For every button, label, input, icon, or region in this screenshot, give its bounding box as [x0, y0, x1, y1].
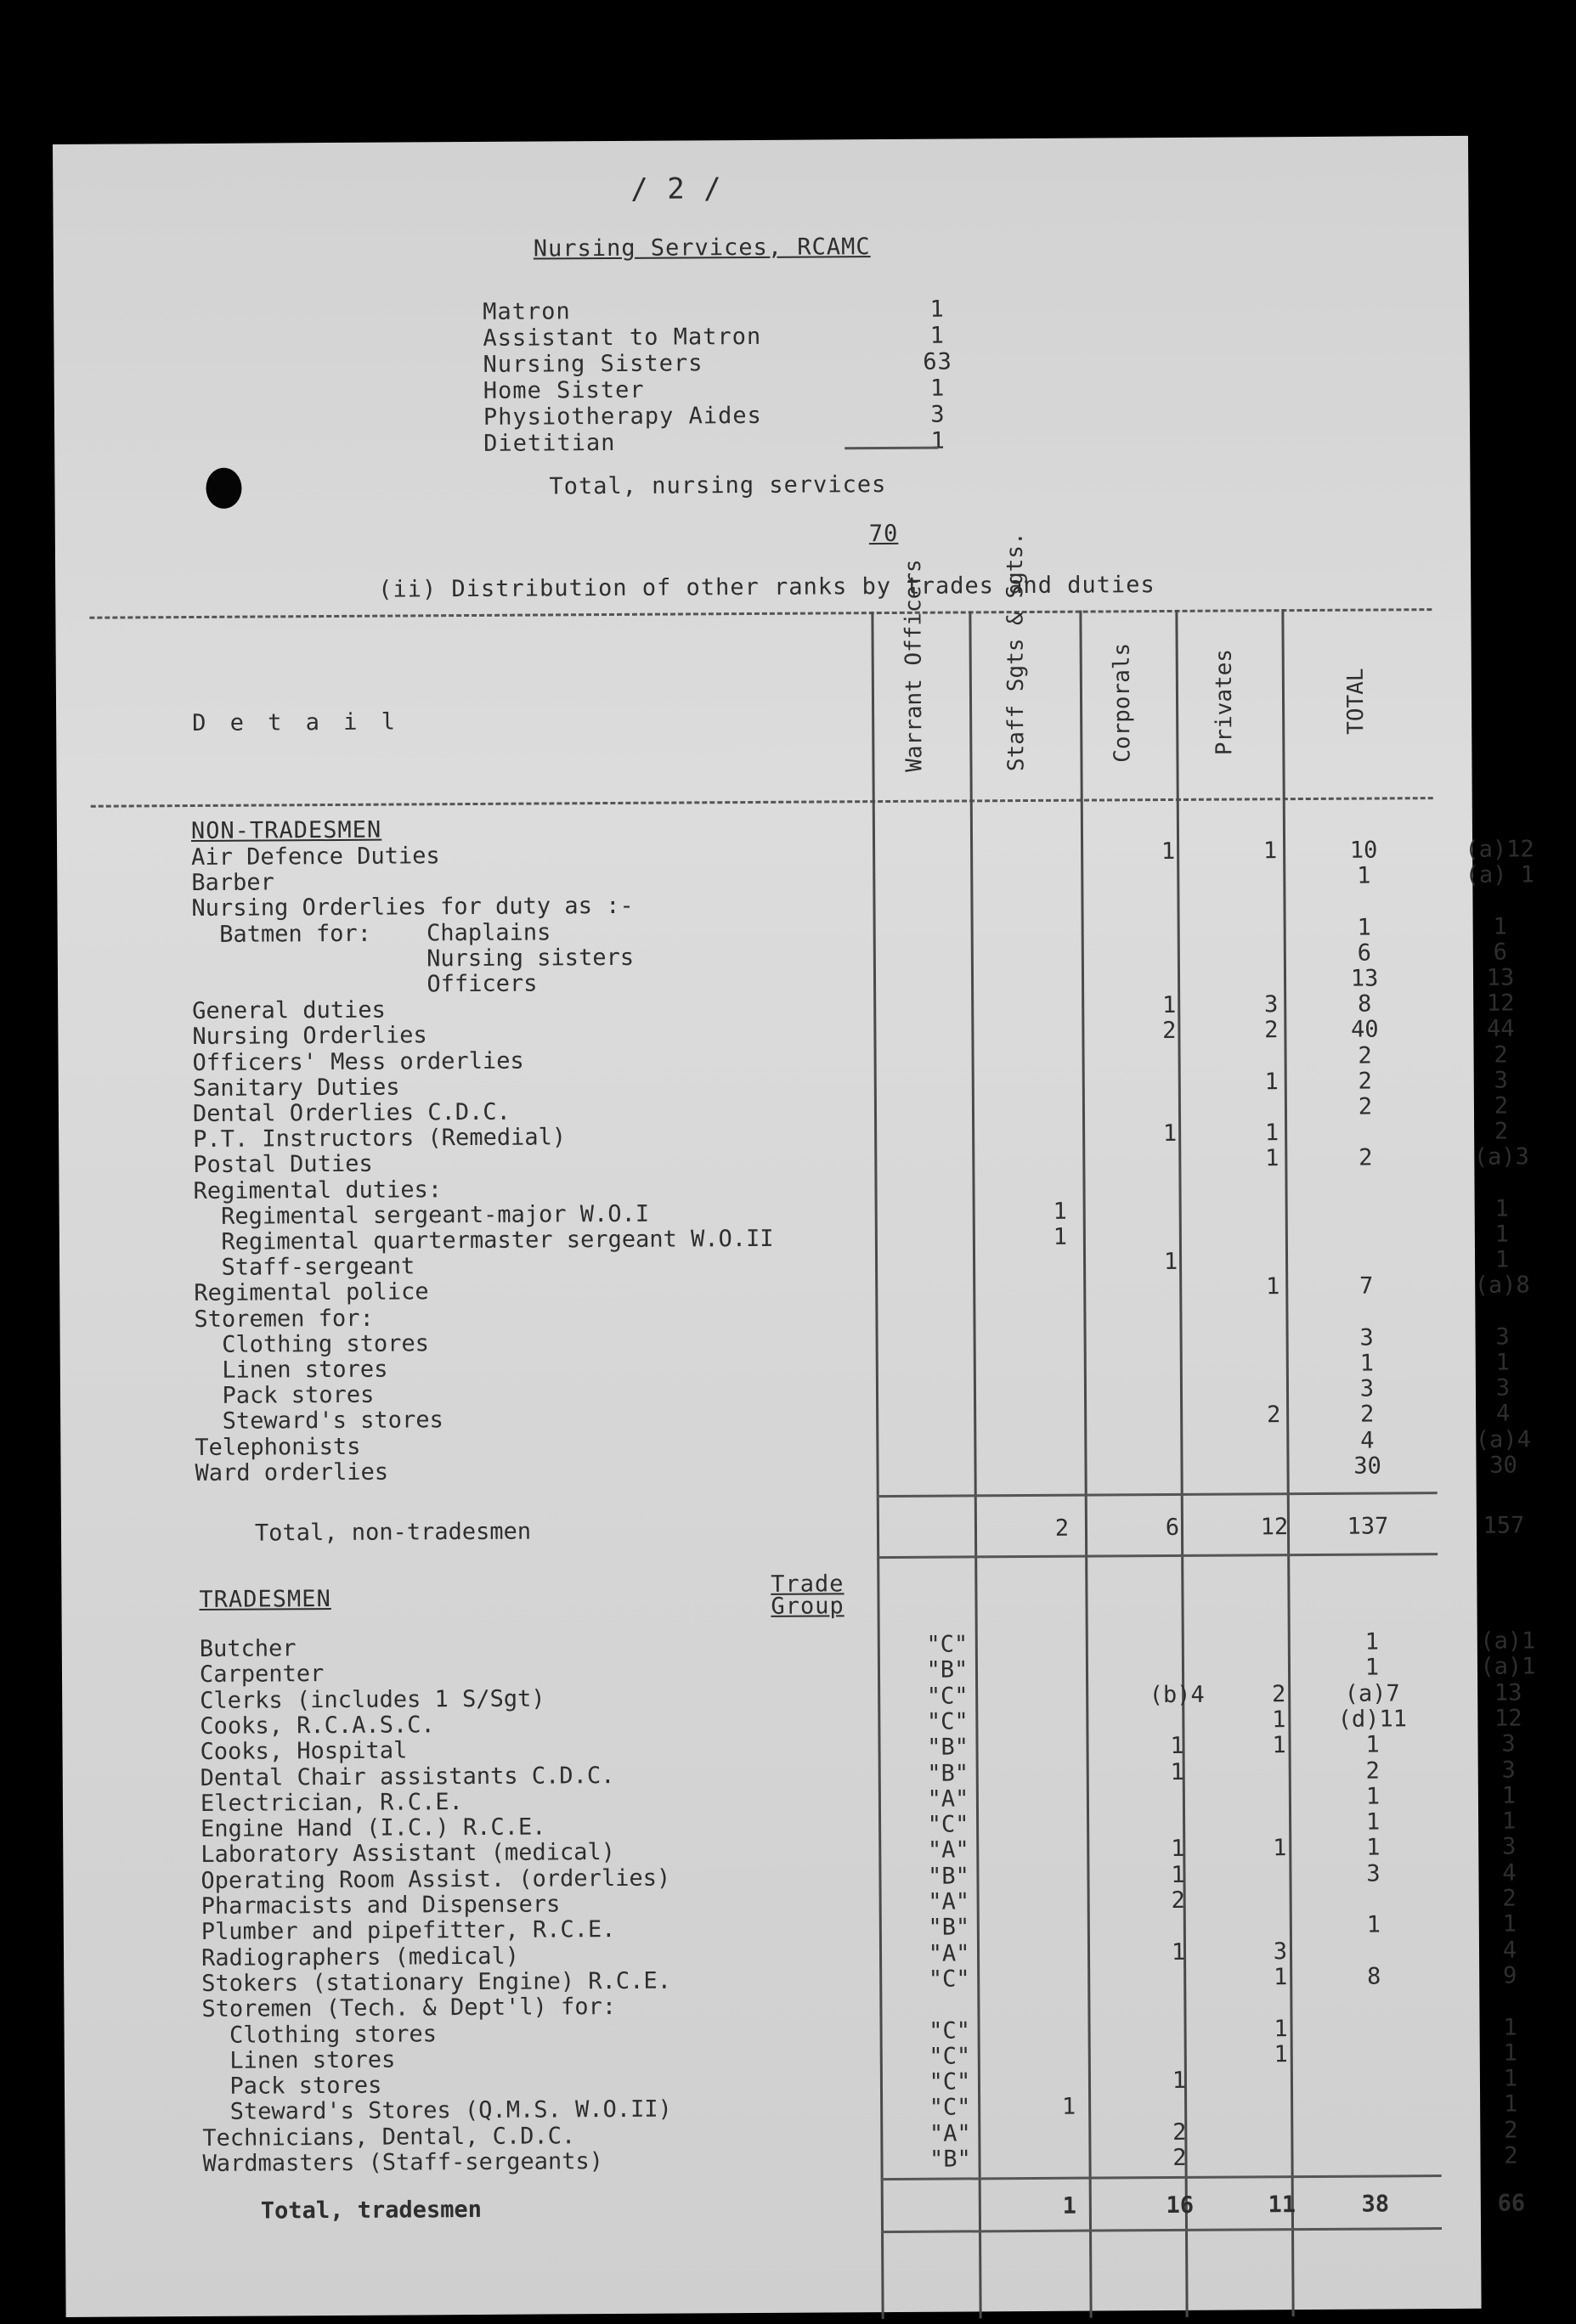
row-staff-sgts: [1140, 1991, 1217, 1992]
row-warrant-officers: 1: [1031, 1199, 1090, 1224]
row-staff-sgts: [1133, 1403, 1210, 1404]
row-corporals: [1233, 1044, 1309, 1045]
row-corporals: [1243, 2067, 1319, 2068]
row-privates: [1327, 1989, 1421, 1990]
row-label: Batmen for: Chaplains: [192, 920, 551, 948]
row-total: 4: [1445, 1860, 1573, 1887]
nursing-item-label: Assistant to Matron: [483, 324, 761, 352]
row-privates: 1: [1318, 915, 1411, 941]
row-label: Engine Hand (I.C.) R.C.E.: [201, 1815, 546, 1842]
row-privates: 10: [1317, 838, 1410, 864]
col-header-sgts: Staff Sgts & Sgts.: [1003, 635, 1030, 771]
row-corporals: 2: [1240, 1682, 1317, 1708]
row-trade-group: "C": [909, 1632, 986, 1658]
row-privates: [1319, 1248, 1413, 1249]
row-total: 3: [1439, 1375, 1567, 1402]
row-staff-sgts: 1: [1132, 1121, 1208, 1148]
row-label: Dental Chair assistants C.D.C.: [201, 1763, 615, 1791]
row-corporals: [1235, 1429, 1312, 1430]
row-privates: [1319, 1197, 1413, 1198]
nursing-item-value: 1: [912, 375, 963, 401]
document-page: [53, 136, 1482, 2317]
row-label: Telephonists: [195, 1434, 360, 1460]
row-staff-sgts: [1133, 1352, 1210, 1353]
row-label: Postal Duties: [193, 1152, 373, 1178]
row-total: 30: [1439, 1452, 1567, 1479]
row-trade-group: "C": [912, 2044, 988, 2070]
table-row: [261, 2191, 1535, 2224]
row-label: Dental Orderlies C.D.C.: [193, 1100, 511, 1127]
row-staff-sgts: [1131, 1044, 1207, 1045]
table-row: [202, 2144, 1477, 2177]
row-corporals: [1234, 1223, 1311, 1224]
row-label: Carpenter: [200, 1661, 324, 1688]
row-staff-sgts: [1133, 1224, 1209, 1225]
tradesmen-rows: [200, 1629, 1474, 1637]
row-privates: 2: [1319, 1146, 1412, 1172]
row-staff-sgts: 16: [1142, 2193, 1218, 2220]
row-label: Pack stores: [202, 2073, 382, 2100]
row-privates: 1: [1320, 1351, 1414, 1377]
trade-group-header: Trade Group: [756, 1573, 858, 1618]
row-corporals: [1232, 889, 1308, 890]
table-top-rule: [89, 608, 1432, 619]
row-corporals: [1234, 1198, 1311, 1199]
row-total: 1: [1438, 1221, 1566, 1248]
row-trade-group: [911, 1993, 987, 1994]
row-trade-group: "C": [911, 1966, 987, 1993]
row-privates: (a)7: [1325, 1681, 1419, 1707]
row-warrant-officers: 1: [1039, 2095, 1099, 2120]
row-label: Plumber and pipefitter, R.C.E.: [201, 1917, 616, 1945]
row-total: 1: [1445, 1808, 1573, 1835]
nursing-title: Nursing Services, RCAMC: [534, 234, 871, 262]
row-label: Radiographers (medical): [201, 1943, 519, 1971]
tradesmen-total: [261, 2191, 1535, 2198]
row-staff-sgts: 1: [1139, 1759, 1216, 1785]
row-total: 1: [1447, 2091, 1574, 2118]
row-total: 3: [1445, 1757, 1573, 1784]
row-corporals: [1234, 1172, 1310, 1173]
row-label: Storemen for:: [194, 1306, 374, 1332]
row-label: Sanitary Duties: [193, 1075, 400, 1101]
row-corporals: [1232, 864, 1308, 865]
row-corporals: 1: [1232, 838, 1308, 865]
row-total: 6: [1437, 939, 1564, 966]
page-number: / 2 /: [630, 176, 722, 202]
row-corporals: [1235, 1326, 1312, 1327]
row-staff-sgts: [1133, 1378, 1210, 1379]
row-privates: 1: [1326, 1836, 1420, 1862]
row-staff-sgts: [1139, 1811, 1216, 1812]
row-privates: 1: [1327, 1913, 1421, 1939]
row-total: 9: [1446, 1963, 1573, 1989]
distribution-title: (ii) Distribution of other ranks by trades and duties: [378, 573, 1155, 603]
col-header-corporals: Corporals: [1110, 635, 1136, 770]
row-label: Staff-sergeant: [194, 1255, 415, 1282]
row-trade-group: "A": [911, 1941, 987, 1967]
row-total: 1: [1447, 2040, 1574, 2067]
header-rule: [91, 797, 1433, 808]
row-total: 3: [1444, 1731, 1572, 1757]
row-privates: 137: [1321, 1514, 1415, 1540]
row-privates: [1319, 1171, 1412, 1172]
row-staff-sgts: [1133, 1300, 1209, 1301]
row-staff-sgts: 2: [1141, 2146, 1217, 2172]
row-staff-sgts: [1138, 1631, 1215, 1632]
row-corporals: [1243, 2093, 1319, 2094]
row-total: (a)8: [1438, 1273, 1566, 1300]
row-staff-sgts: [1133, 1275, 1209, 1276]
row-total: 3: [1439, 1324, 1567, 1351]
tr-total-rule-bottom: [881, 2227, 1442, 2233]
row-label: Stokers (stationary Engine) R.C.E.: [201, 1968, 671, 1996]
row-staff-sgts: [1140, 1914, 1217, 1915]
row-trade-group: "C": [912, 2096, 988, 2122]
row-label: Cooks, Hospital: [200, 1739, 407, 1765]
punch-hole: [206, 468, 241, 509]
row-privates: 3: [1320, 1325, 1414, 1351]
row-staff-sgts: 2: [1141, 2119, 1217, 2146]
row-corporals: [1243, 2119, 1319, 2120]
row-total: 1: [1439, 1350, 1567, 1376]
row-total: 13: [1437, 965, 1564, 991]
row-staff-sgts: [1130, 890, 1206, 891]
row-corporals: 1: [1234, 1146, 1310, 1172]
row-label: Regimental duties:: [193, 1177, 442, 1204]
row-label: Storemen (Tech. & Dept'l) for:: [201, 1994, 616, 2022]
row-corporals: [1242, 1913, 1319, 1914]
col-header-total: TOTAL: [1343, 634, 1370, 770]
row-total: 1: [1445, 1783, 1573, 1809]
nursing-item-value: 1: [912, 296, 963, 322]
nursing-list: [53, 136, 1468, 144]
row-total: 1: [1437, 914, 1564, 940]
row-warrant-officers: 1: [1040, 2194, 1099, 2220]
row-privates: 2: [1319, 1069, 1412, 1095]
row-staff-sgts: [1130, 865, 1206, 866]
row-label: Steward's Stores (Q.M.S. W.O.II): [202, 2097, 672, 2125]
row-privates: 1: [1326, 1809, 1420, 1836]
row-label: Laboratory Assistant (medical): [201, 1840, 615, 1868]
row-total: 3: [1445, 1834, 1573, 1860]
nursing-item-value: 3: [912, 402, 963, 427]
detail-header: D e t a i l: [192, 710, 400, 736]
nursing-item-label: Physiotherapy Aides: [483, 403, 762, 431]
nursing-total-label: Total, nursing services: [549, 472, 886, 499]
row-corporals: [1233, 941, 1309, 942]
row-staff-sgts: 1: [1133, 1249, 1209, 1276]
row-trade-group: "C": [912, 2069, 988, 2096]
row-privates: [1327, 1938, 1421, 1939]
row-total: (a) 1: [1436, 862, 1563, 888]
row-corporals: 1: [1241, 1836, 1318, 1862]
row-corporals: [1233, 916, 1309, 917]
row-corporals: 1: [1243, 2042, 1319, 2068]
row-staff-sgts: [1132, 1096, 1208, 1097]
row-total: 2: [1447, 2143, 1574, 2169]
row-corporals: [1240, 1630, 1317, 1631]
row-total: 44: [1437, 1017, 1564, 1043]
row-trade-group: "C": [909, 1684, 986, 1710]
row-corporals: 1: [1242, 2016, 1319, 2042]
row-privates: 1: [1325, 1656, 1419, 1682]
row-corporals: [1235, 1377, 1312, 1378]
nursing-item-value: 63: [912, 349, 963, 375]
row-trade-group: "C": [911, 2018, 987, 2045]
row-privates: 2: [1320, 1402, 1414, 1429]
non-tradesmen-rows: [191, 838, 1466, 845]
row-trade-group: "A": [911, 1889, 987, 1915]
row-staff-sgts: 2: [1131, 1018, 1207, 1045]
row-privates: 7: [1319, 1274, 1413, 1300]
row-label: Cooks, R.C.A.S.C.: [200, 1712, 435, 1740]
row-label: Total, tradesmen: [261, 2197, 482, 2225]
row-total: 13: [1444, 1680, 1572, 1706]
row-staff-sgts: [1138, 1656, 1215, 1657]
row-trade-group: "C": [909, 1709, 986, 1735]
row-total: 1: [1446, 2015, 1573, 2041]
row-label: Pharmacists and Dispensers: [201, 1892, 561, 1920]
row-privates: [1328, 2144, 1421, 2145]
nursing-item-value: 1: [912, 323, 963, 348]
row-corporals: [1234, 1095, 1310, 1096]
row-staff-sgts: [1131, 967, 1207, 968]
row-staff-sgts: [1131, 916, 1207, 917]
row-label: Nursing Orderlies for duty as :-: [191, 894, 633, 922]
row-corporals: 12: [1236, 1515, 1313, 1541]
row-corporals: 1: [1234, 1120, 1310, 1147]
row-trade-group: "C": [910, 1812, 986, 1838]
row-label: Electrician, R.C.E.: [201, 1790, 463, 1817]
row-label: Linen stores: [202, 2047, 396, 2073]
row-staff-sgts: [1141, 2042, 1217, 2043]
row-trade-group: "B": [911, 1915, 987, 1942]
row-label: Ward orderlies: [195, 1459, 388, 1486]
nursing-item-label: Home Sister: [483, 378, 645, 404]
non-tradesmen-total: [195, 1514, 1470, 1521]
row-label: Pack stores: [195, 1383, 375, 1409]
row-staff-sgts: [1138, 1708, 1215, 1709]
row-privates: [1328, 2118, 1421, 2119]
row-privates: (d)11: [1325, 1706, 1419, 1733]
row-warrant-officers: 2: [1032, 1516, 1092, 1542]
row-privates: 2: [1318, 1043, 1411, 1069]
row-label: Linen stores: [195, 1357, 388, 1384]
row-trade-group: "A": [910, 1838, 986, 1864]
row-trade-group: "B": [909, 1658, 986, 1684]
row-trade-group: "B": [910, 1864, 986, 1890]
row-total: 2: [1437, 1042, 1564, 1069]
row-privates: 4: [1320, 1428, 1414, 1454]
row-total: 12: [1444, 1706, 1572, 1732]
row-staff-sgts: 2: [1140, 1888, 1217, 1915]
row-privates: 8: [1327, 1964, 1421, 1990]
row-privates: 2: [1326, 1758, 1420, 1785]
row-privates: 30: [1320, 1453, 1414, 1480]
row-total: (a)1: [1444, 1628, 1572, 1655]
row-total: 4: [1439, 1402, 1567, 1428]
row-privates: 38: [1329, 2191, 1422, 2218]
row-trade-group: "A": [910, 1786, 986, 1813]
row-privates: [1328, 2093, 1421, 2094]
row-label: Officers: [192, 972, 538, 999]
row-corporals: [1241, 1862, 1318, 1863]
row-total: 2: [1438, 1093, 1565, 1120]
nt-total-rule: [877, 1492, 1438, 1498]
nursing-item-label: Nursing Sisters: [483, 351, 703, 378]
row-total: 3: [1438, 1068, 1565, 1094]
row-corporals: 11: [1244, 2192, 1320, 2219]
row-trade-group: "B": [910, 1761, 986, 1787]
row-privates: 40: [1318, 1018, 1411, 1044]
row-label: Steward's stores: [195, 1408, 443, 1436]
row-label: General duties: [192, 998, 386, 1024]
row-total: 12: [1437, 990, 1564, 1017]
row-corporals: 3: [1233, 992, 1309, 1018]
nursing-item-label: Dietitian: [483, 431, 615, 457]
row-privates: [1317, 889, 1410, 890]
table-row: [195, 1514, 1470, 1547]
row-corporals: [1243, 2145, 1319, 2146]
row-corporals: [1234, 1300, 1311, 1301]
row-trade-group: "B": [912, 2146, 988, 2173]
row-label: Wardmasters (Staff-sergeants): [202, 2149, 603, 2177]
row-corporals: [1242, 1990, 1319, 1991]
row-total: (a)4: [1439, 1427, 1567, 1453]
row-staff-sgts: [1132, 1070, 1208, 1071]
row-label: Barber: [191, 871, 274, 897]
row-privates: [1328, 2041, 1421, 2042]
row-label: Nursing Orderlies: [192, 1024, 427, 1051]
row-total: 4: [1446, 1938, 1573, 1964]
row-corporals: 2: [1235, 1402, 1312, 1429]
row-label: Total, non-tradesmen: [255, 1520, 531, 1547]
col-header-privates: Privates: [1212, 634, 1238, 770]
row-total: (a)12: [1436, 837, 1563, 863]
row-staff-sgts: 1: [1131, 993, 1207, 1019]
col-header-warrant: Warrant Officers: [901, 636, 928, 772]
nursing-total-value: 70: [869, 522, 899, 547]
row-total: 2: [1447, 2118, 1574, 2144]
row-staff-sgts: 1: [1138, 1734, 1215, 1760]
nursing-item-value: 1: [912, 428, 963, 454]
row-privates: 1: [1325, 1732, 1419, 1758]
row-warrant-officers: 1: [1031, 1225, 1090, 1250]
row-corporals: 1: [1234, 1274, 1311, 1300]
row-privates: [1327, 2016, 1421, 2017]
row-staff-sgts: [1131, 942, 1207, 943]
row-privates: 13: [1318, 966, 1411, 992]
row-privates: [1319, 1222, 1413, 1223]
row-label: Operating Room Assist. (orderlies): [201, 1865, 670, 1893]
row-total: (a)3: [1438, 1145, 1565, 1171]
row-total: 1: [1447, 2066, 1574, 2092]
row-staff-sgts: [1141, 2094, 1217, 2095]
row-total: 2: [1446, 1886, 1573, 1912]
nursing-item-label: Matron: [483, 299, 571, 325]
row-staff-sgts: 1: [1141, 2068, 1217, 2095]
row-staff-sgts: [1132, 1147, 1208, 1148]
row-total: 1: [1446, 1911, 1573, 1938]
row-total: 1: [1438, 1196, 1566, 1222]
row-corporals: [1241, 1810, 1318, 1811]
row-staff-sgts: 1: [1130, 839, 1206, 866]
row-label: Technicians, Dental, C.D.C.: [202, 2124, 575, 2152]
row-privates: 6: [1318, 940, 1411, 967]
row-staff-sgts: [1133, 1327, 1210, 1328]
row-corporals: [1235, 1351, 1312, 1352]
row-staff-sgts: 1: [1140, 1939, 1217, 1966]
row-privates: 1: [1325, 1629, 1419, 1656]
row-total: 2: [1438, 1119, 1565, 1145]
row-staff-sgts: 6: [1134, 1515, 1211, 1542]
row-corporals: 2: [1233, 1018, 1309, 1044]
row-privates: 8: [1318, 991, 1411, 1018]
row-staff-sgts: [1133, 1455, 1210, 1456]
row-total: 1: [1438, 1247, 1566, 1273]
row-privates: 2: [1319, 1094, 1412, 1120]
row-privates: 3: [1326, 1861, 1420, 1887]
tr-total-rule: [881, 2175, 1442, 2180]
row-corporals: [1241, 1758, 1318, 1759]
row-privates: 3: [1320, 1376, 1414, 1402]
row-label: P.T. Instructors (Remedial): [193, 1125, 566, 1154]
row-privates: 1: [1326, 1784, 1420, 1810]
tradesmen-heading: TRADESMEN: [199, 1587, 330, 1613]
row-label: Nursing sisters: [192, 945, 634, 973]
row-staff-sgts: (b)4: [1138, 1682, 1215, 1708]
row-total: 157: [1440, 1513, 1568, 1539]
row-corporals: 1: [1234, 1069, 1310, 1096]
row-corporals: [1242, 1887, 1319, 1888]
row-corporals: [1235, 1454, 1312, 1455]
row-trade-group: "A": [912, 2121, 988, 2147]
row-label: Air Defence Duties: [191, 843, 440, 871]
non-tradesmen-heading: NON-TRADESMEN: [191, 818, 382, 844]
row-label: Regimental quartermaster sergeant W.O.II: [194, 1227, 774, 1255]
row-privates: 1: [1317, 863, 1410, 889]
row-corporals: 1: [1240, 1733, 1317, 1759]
row-staff-sgts: 1: [1139, 1862, 1216, 1888]
row-label: Regimental sergeant-major W.O.I: [194, 1202, 650, 1230]
row-corporals: 3: [1242, 1939, 1319, 1966]
row-total: 66: [1448, 2191, 1575, 2217]
row-total: (a)1: [1444, 1654, 1572, 1680]
nt-total-rule-bottom: [877, 1553, 1438, 1559]
row-corporals: 1: [1242, 1965, 1319, 1991]
row-label: Clerks (includes 1 S/Sgt): [200, 1686, 545, 1713]
row-staff-sgts: [1133, 1429, 1210, 1430]
row-label: Regimental police: [194, 1280, 429, 1307]
row-trade-group: "B": [909, 1735, 986, 1762]
row-label: Clothing stores: [202, 2022, 438, 2049]
row-label: Clothing stores: [195, 1331, 430, 1358]
row-label: Butcher: [200, 1636, 297, 1662]
row-label: Officers' Mess orderlies: [193, 1048, 524, 1075]
row-corporals: 1: [1240, 1707, 1317, 1734]
row-staff-sgts: 1: [1139, 1836, 1216, 1863]
row-staff-sgts: [1132, 1172, 1208, 1173]
